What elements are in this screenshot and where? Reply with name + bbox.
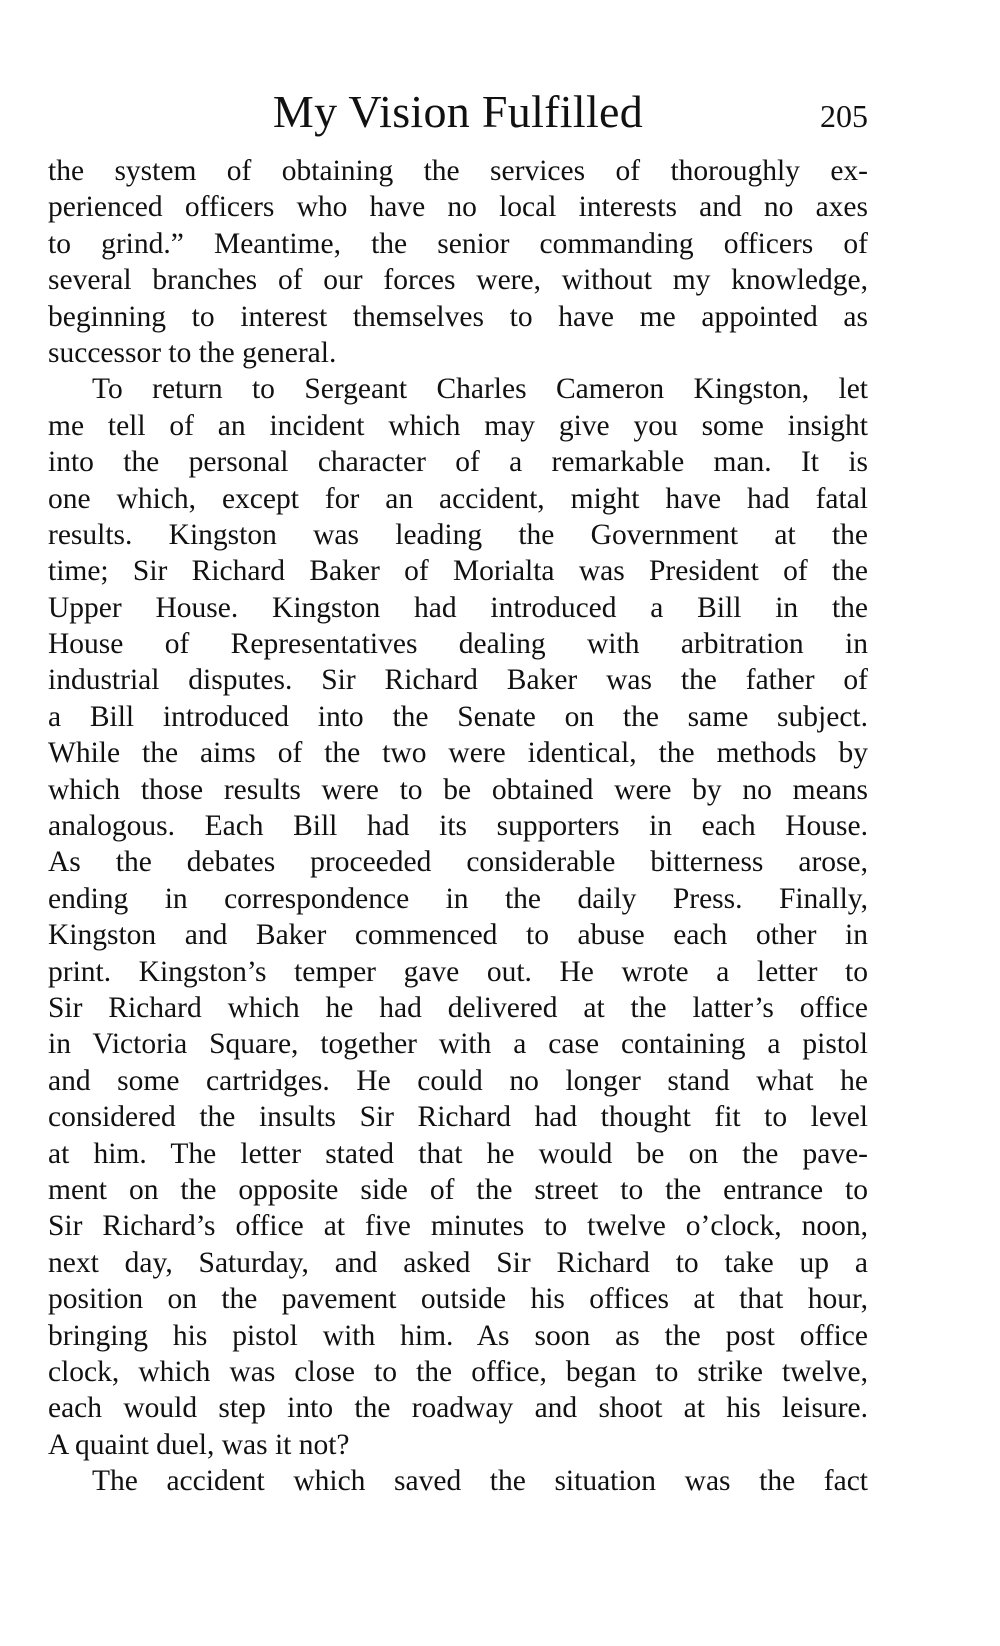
text-line: me tell of an incident which may give you some insight bbox=[48, 409, 868, 442]
running-head bbox=[48, 84, 868, 144]
text-line: Sir Richard’s office at five minutes to twelve o’clock, noon, bbox=[48, 1210, 868, 1243]
text-line: considered the insults Sir Richard had thought fit to level bbox=[48, 1101, 868, 1134]
text-line: each would step into the roadway and shoot at his leisure. bbox=[48, 1392, 868, 1425]
text-line: clock, which was close to the office, began to strike twelve, bbox=[48, 1355, 868, 1388]
text-line: time; Sir Richard Baker of Morialta was President of the bbox=[48, 555, 868, 588]
text-line: a Bill introduced into the Senate on the same subject. bbox=[48, 700, 868, 733]
text-line: successor to the general. bbox=[48, 336, 337, 369]
text-line: bringing his pistol with him. As soon as the post office bbox=[48, 1319, 868, 1352]
text-line: ending in correspondence in the daily Press. Finally, bbox=[48, 882, 868, 915]
text-line: While the aims of the two were identical, the methods by bbox=[48, 737, 868, 770]
text-line: into the personal character of a remarkable man. It is bbox=[48, 446, 868, 479]
text-line: and some cartridges. He could no longer stand what he bbox=[48, 1064, 868, 1097]
text-line: Kingston and Baker commenced to abuse each other in bbox=[48, 919, 868, 952]
text-line: the system of obtaining the services of thoroughly ex- bbox=[48, 155, 868, 187]
text-line: position on the pavement outside his offices at that hour, bbox=[48, 1283, 868, 1316]
text-line: perienced officers who have no local interests and no axes bbox=[48, 191, 868, 224]
text-line: several branches of our forces were, without my knowledge, bbox=[48, 264, 868, 297]
running-title: My Vision Fulfilled bbox=[272, 86, 644, 137]
text-line: to grind.” Meantime, the senior commanding officers of bbox=[48, 227, 868, 260]
text-line: results. Kingston was leading the Government at the bbox=[48, 518, 868, 551]
text-line: one which, except for an accident, might have had fatal bbox=[48, 482, 868, 515]
page-number: 205 bbox=[820, 98, 868, 134]
text-line: which those results were to be obtained were by no means bbox=[48, 773, 868, 806]
text-line: in Victoria Square, together with a case containing a pistol bbox=[48, 1028, 868, 1061]
text-line: Sir Richard which he had delivered at the latter’s office bbox=[48, 991, 868, 1024]
text-line: House of Representatives dealing with arbitration in bbox=[48, 628, 868, 661]
text-line: ment on the opposite side of the street to the entrance to bbox=[48, 1173, 868, 1206]
text-line: The accident which saved the situation was the fact bbox=[92, 1465, 868, 1498]
text-line: beginning to interest themselves to have me appointed as bbox=[48, 300, 868, 333]
text-line: Upper House. Kingston had introduced a Bill in the bbox=[48, 591, 868, 624]
text-line: As the debates proceeded considerable bitterness arose, bbox=[48, 846, 868, 879]
text-line: industrial disputes. Sir Richard Baker was the father of bbox=[48, 664, 868, 697]
text-line: To return to Sergeant Charles Cameron Kingston, let bbox=[92, 373, 868, 406]
text-line: at him. The letter stated that he would be on the pave- bbox=[48, 1137, 868, 1170]
text-line: print. Kingston’s temper gave out. He wrote a letter to bbox=[48, 955, 868, 988]
text-line: A quaint duel, was it not? bbox=[48, 1428, 350, 1461]
body-text bbox=[48, 153, 868, 1499]
text-line: analogous. Each Bill had its supporters in each House. bbox=[48, 810, 868, 843]
text-line: next day, Saturday, and asked Sir Richard to take up a bbox=[48, 1246, 868, 1279]
